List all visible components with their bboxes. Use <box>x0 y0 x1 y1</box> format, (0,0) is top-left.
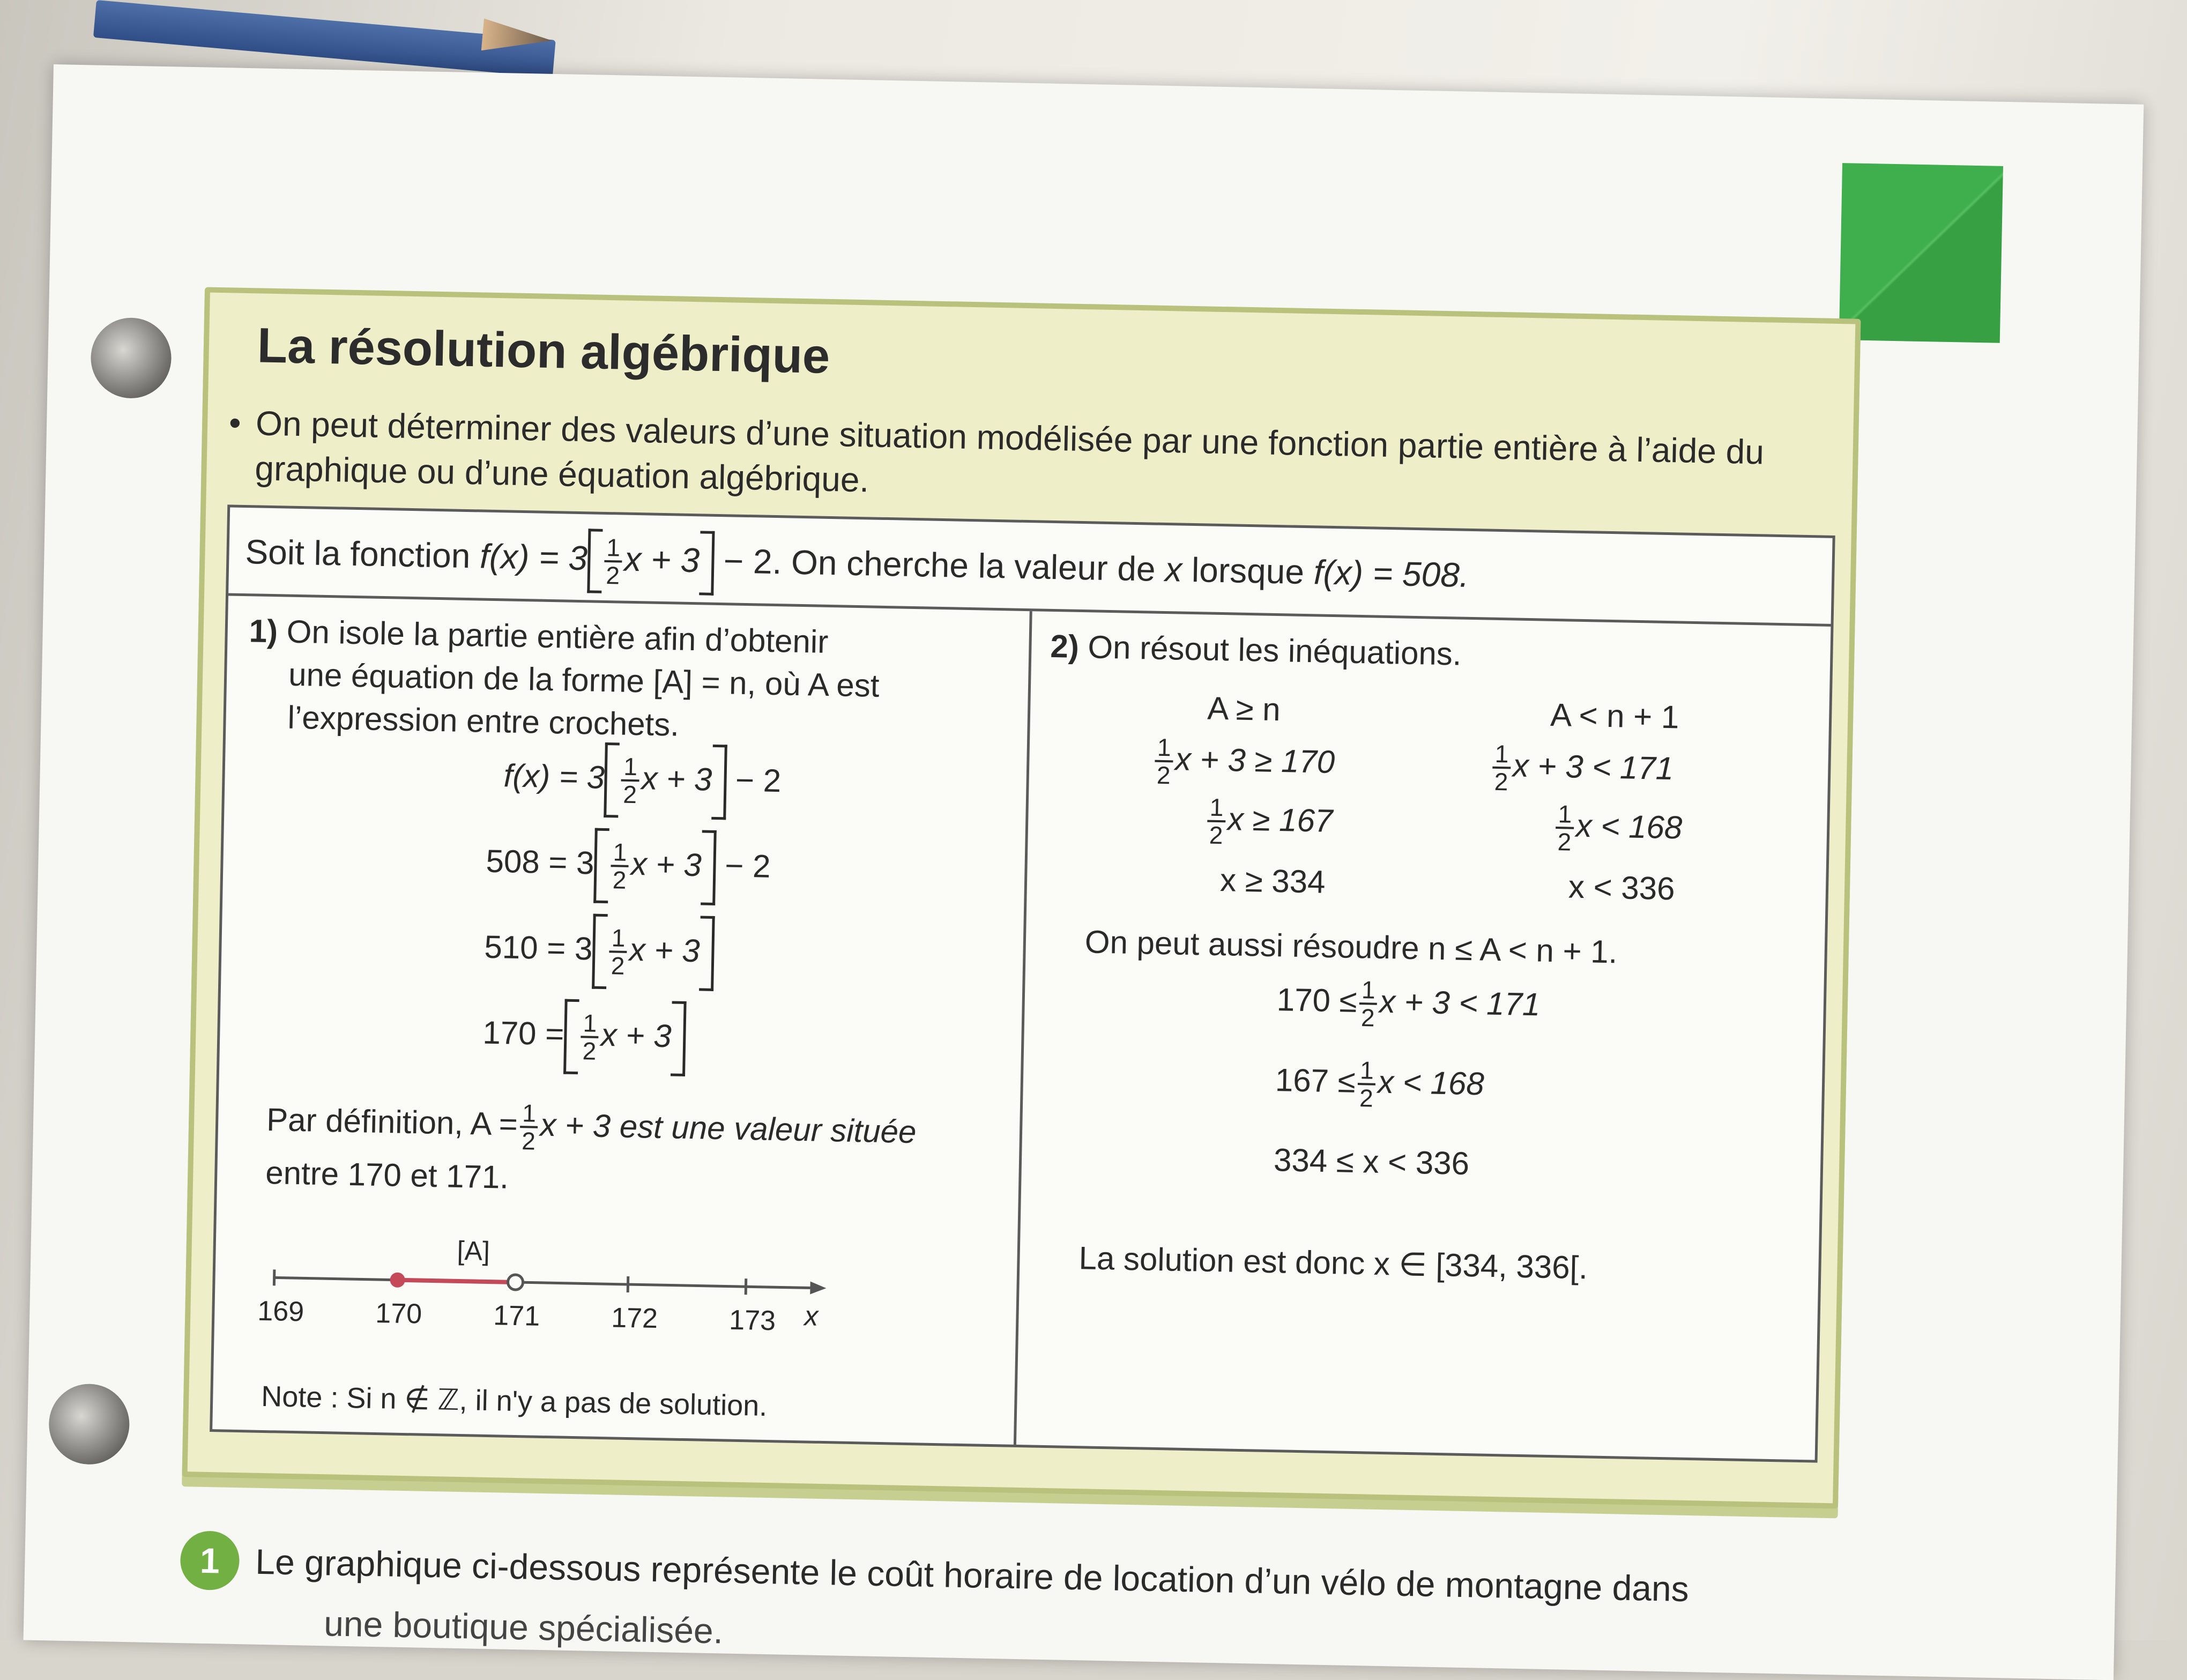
binder-hole <box>48 1383 130 1465</box>
ineq-head-1: A ≥ n <box>1207 690 1281 728</box>
axis-variable: x <box>804 1300 819 1332</box>
tick-label: 172 <box>611 1302 658 1335</box>
combined-1: 170 ≤ $\frac{1}{2}$ x + 3 < 171 <box>1276 976 1541 1032</box>
equation-2: 508 = 3 $\frac{1}{2}$ x + 3 − 2 <box>485 826 771 906</box>
ineq-head-2: A < n + 1 <box>1550 696 1680 735</box>
ineq-b1: $\frac{1}{2}$ x + 3 < 171 <box>1490 741 1674 798</box>
exercise-number-badge: 1 <box>180 1530 240 1590</box>
numline-axis <box>274 1277 810 1288</box>
intro-text: On peut déterminer des valeurs d’une situation modélisée par une fonction partie entière à l’aide du graphique ou d’une équation algébrique. <box>254 404 1765 500</box>
numline-label: [A] <box>457 1235 490 1267</box>
right-column <box>1016 611 1831 1460</box>
note: Note : Si n ∉ ℤ, il n'y a pas de solution. <box>261 1380 768 1423</box>
numline-closed-point <box>390 1272 405 1288</box>
header-function: f(x) = 3 <box>479 537 588 578</box>
step2-title: 2) On résout les inéquations. <box>1050 628 1462 672</box>
ineq-a3: x ≥ 334 <box>1219 862 1326 900</box>
tick-label: 169 <box>257 1295 304 1328</box>
number-line <box>251 1229 843 1364</box>
equation-4: 170 = $\frac{1}{2}$ x + 3 <box>482 998 687 1076</box>
equation-1: f(x) = 3 $\frac{1}{2}$ x + 3 − 2 <box>503 740 782 821</box>
left-column <box>212 596 1030 1444</box>
tick-label: 170 <box>375 1297 422 1330</box>
numline-interval <box>398 1280 516 1282</box>
definition-line1: Par définition, A = $\frac{1}{2}$ x + 3 est une valeur située <box>266 1099 917 1155</box>
numline-open-point <box>508 1275 523 1290</box>
combined-2: 167 ≤ $\frac{1}{2}$ x < 168 <box>1275 1056 1485 1112</box>
also-text: On peut aussi résoudre n ≤ A < n + 1. <box>1084 924 1618 970</box>
ineq-b2: $\frac{1}{2}$ x < 168 <box>1553 801 1683 857</box>
step1-line2: une équation de la forme [A] = n, où A est <box>288 656 880 704</box>
section-title: La résolution algébrique <box>257 318 831 384</box>
green-corner-tab <box>1839 163 2003 343</box>
bracket-right <box>699 531 715 595</box>
exercise-text-continued: une boutique spécialisée. <box>323 1603 724 1651</box>
header-text: Soit la fonction <box>244 532 480 576</box>
ineq-a1: $\frac{1}{2}$ x + 3 ≥ 170 <box>1152 734 1335 792</box>
numline-arrow <box>810 1282 826 1295</box>
solution-text: La solution est donc x ∈ [334, 336[. <box>1078 1240 1588 1286</box>
intro-paragraph <box>228 400 1811 521</box>
header-text: lorsque <box>1181 550 1314 592</box>
fraction-half: $\frac{1}{2}$ <box>604 534 623 589</box>
combined-3: 334 ≤ x < 336 <box>1273 1142 1470 1182</box>
tick-label: 173 <box>728 1304 776 1337</box>
header-text: − 2. On cherche la valeur de <box>713 541 1166 589</box>
ineq-a2: $\frac{1}{2}$ x ≥ 167 <box>1204 794 1333 851</box>
exercise-text: Le graphique ci-dessous représente le coût horaire de location d’un vélo de montagne dans <box>255 1541 1690 1609</box>
bracket-left <box>587 529 602 593</box>
theory-box <box>182 287 1861 1508</box>
binder-hole <box>90 317 172 399</box>
textbook-page <box>24 64 2144 1680</box>
example-box <box>210 504 1835 1462</box>
tick-label: 171 <box>493 1300 540 1332</box>
step1-line1: 1) On isole la partie entière afin d’obtenir <box>249 613 829 660</box>
step1-line3: l’expression entre crochets. <box>287 699 680 743</box>
equation-3: 510 = 3 $\frac{1}{2}$ x + 3 <box>483 912 715 991</box>
header-inner: x + 3 <box>623 539 700 580</box>
ineq-b3: x < 336 <box>1568 868 1676 907</box>
header-var: x <box>1164 549 1183 589</box>
header-condition: f(x) = 508. <box>1313 553 1470 594</box>
definition-line2: entre 170 et 171. <box>265 1154 509 1195</box>
bullet-icon: • <box>228 403 242 442</box>
